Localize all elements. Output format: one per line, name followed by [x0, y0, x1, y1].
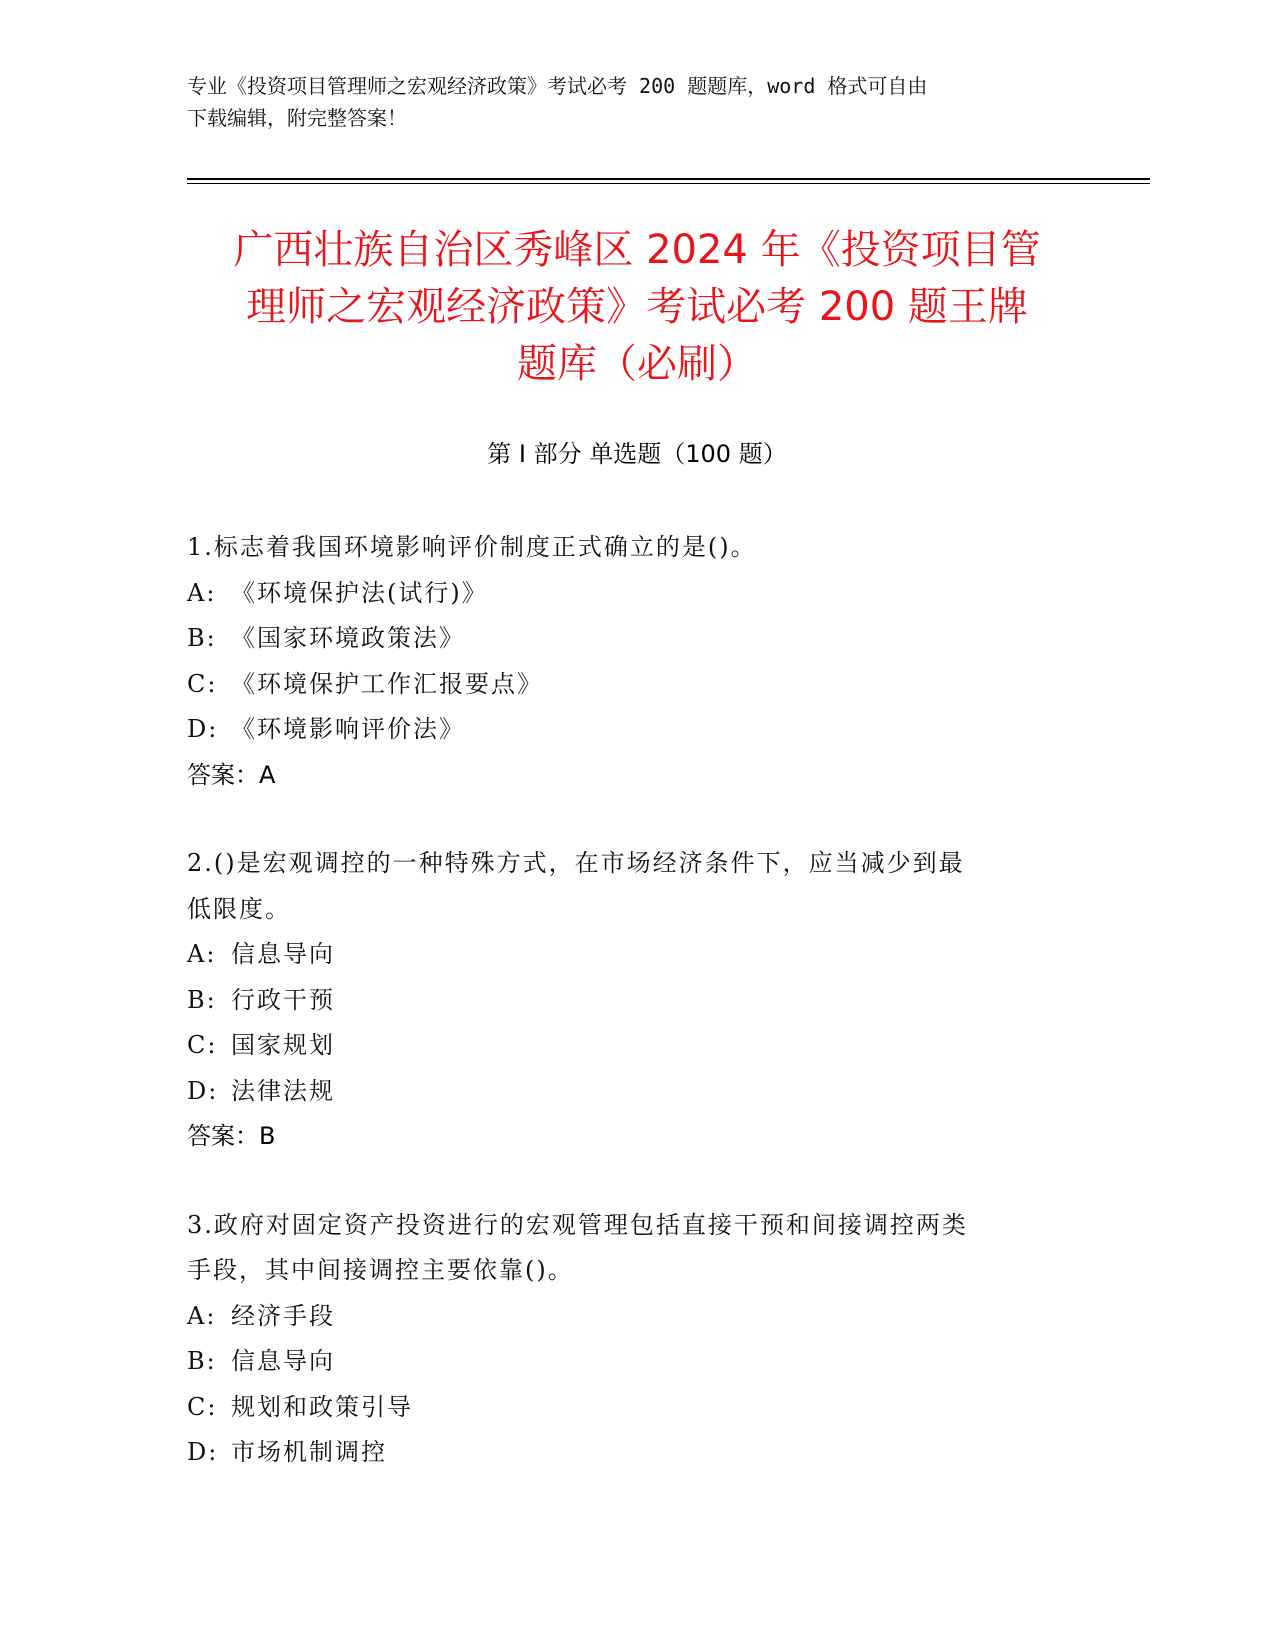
option-text: 《环境保护法(试行)》 [231, 578, 488, 607]
question-stem: 1.标志着我国环境影响评价制度正式确立的是()。 [187, 533, 757, 561]
header-note [187, 70, 1087, 134]
option-c [187, 662, 1067, 708]
answer-label: 答案：A [187, 760, 276, 789]
option-letter: D: [187, 1438, 219, 1466]
option-letter: B: [187, 1347, 217, 1375]
question-2 [187, 841, 1067, 1160]
option-text: 经济手段 [231, 1301, 335, 1330]
option-d [187, 1069, 1067, 1115]
document-title-line-3: 题库（必刷） [517, 341, 757, 387]
option-text: 国家规划 [231, 1031, 335, 1059]
option-letter: A: [187, 578, 217, 607]
option-a [187, 1294, 1067, 1340]
header-divider-thick [187, 178, 1150, 180]
question-3 [187, 1203, 1067, 1476]
option-text: 信息导向 [231, 1347, 335, 1375]
question-stem-line-2: 低限度。 [187, 894, 291, 923]
option-letter: A: [187, 1301, 217, 1330]
option-letter: D: [187, 715, 219, 743]
option-text: 法律法规 [231, 1076, 335, 1105]
question-1 [187, 525, 1067, 798]
option-c [187, 1385, 1067, 1431]
document-title-line-1: 广西壮族自治区秀峰区 2024 年《投资项目管 [233, 227, 1041, 273]
option-letter: A: [187, 940, 217, 968]
option-c [187, 1023, 1067, 1069]
header-divider-thin [187, 183, 1150, 184]
option-b [187, 978, 1067, 1024]
option-letter: C: [187, 669, 218, 698]
option-text: 规划和政策引导 [231, 1392, 413, 1421]
header-note-line-1: 专业《投资项目管理师之宏观经济政策》考试必考 200 题题库，word 格式可自由 [187, 74, 928, 98]
option-b [187, 616, 1067, 662]
option-text: 信息导向 [231, 940, 335, 968]
option-d [187, 707, 1067, 753]
question-stem-line-1: 2.()是宏观调控的一种特殊方式，在市场经济条件下，应当减少到最 [187, 849, 965, 877]
option-letter: D: [187, 1076, 219, 1105]
question-stem-line-1: 3.政府对固定资产投资进行的宏观管理包括直接干预和间接调控两类 [187, 1210, 968, 1239]
document-title-line-2: 理师之宏观经济政策》考试必考 200 题王牌 [246, 284, 1028, 330]
option-text: 《环境保护工作汇报要点》 [231, 669, 543, 698]
option-a [187, 571, 1067, 617]
option-letter: C: [187, 1392, 218, 1421]
option-d [187, 1430, 1067, 1476]
header-note-line-2: 下载编辑，附完整答案！ [187, 106, 407, 130]
option-text: 《环境影响评价法》 [231, 715, 465, 743]
option-letter: C: [187, 1031, 218, 1059]
option-a [187, 932, 1067, 978]
option-text: 行政干预 [231, 985, 335, 1014]
option-b [187, 1339, 1067, 1385]
option-letter: B: [187, 624, 217, 652]
option-letter: B: [187, 985, 217, 1014]
option-text: 《国家环境政策法》 [231, 624, 465, 652]
option-text: 市场机制调控 [231, 1438, 387, 1466]
document-title [187, 222, 1087, 393]
question-stem-line-2: 手段，其中间接调控主要依靠()。 [187, 1256, 574, 1284]
section-title: 第 I 部分 单选题（100 题） [487, 440, 787, 468]
question-list [187, 525, 1067, 1519]
answer-label: 答案：B [187, 1122, 276, 1150]
